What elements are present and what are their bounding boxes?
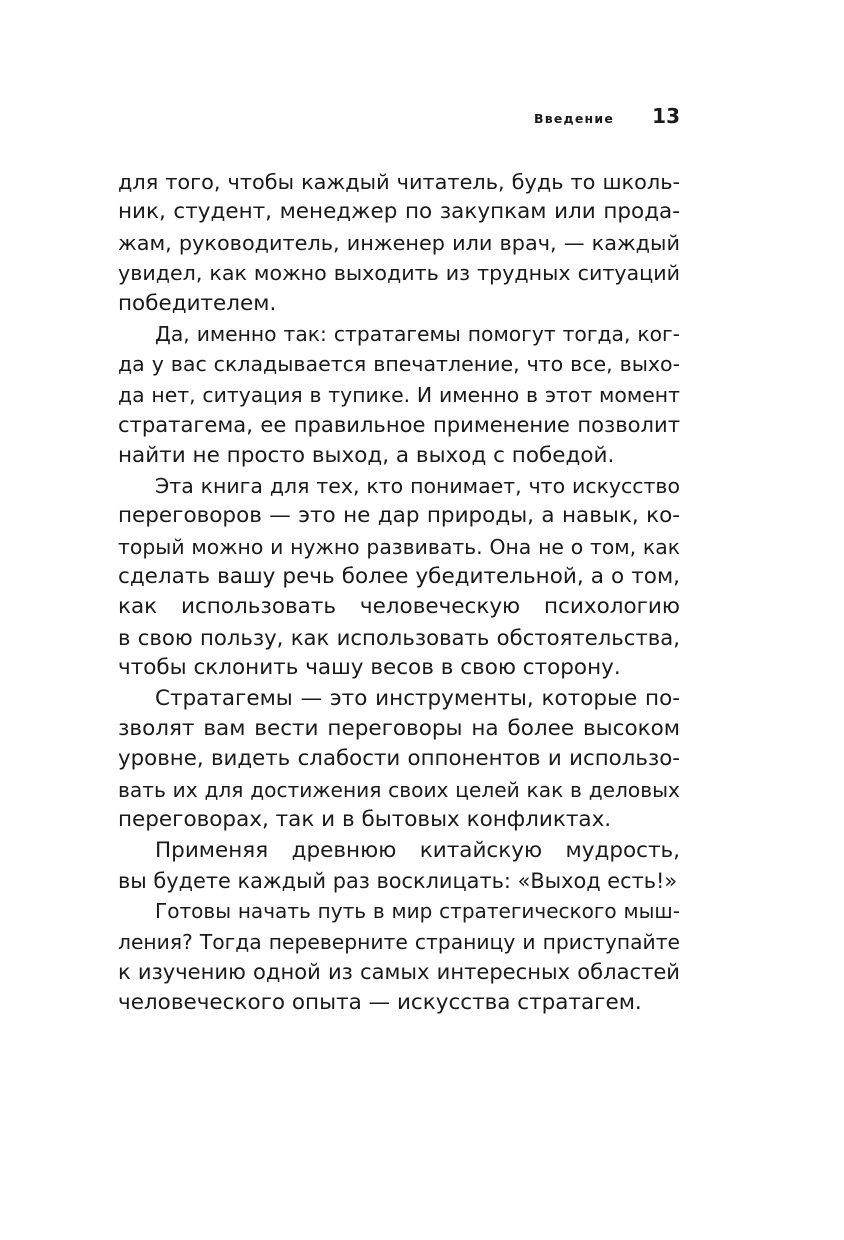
text-line: переговорах, так и в бытовых конфликтах. [118,807,612,833]
body-text [118,167,680,1018]
text-line: вать их для достижения своих целей как в деловых [118,777,680,802]
text-line: найти не просто выход, а выход с победой. [118,442,615,468]
paragraph [118,319,680,471]
text-line: Да, именно так: стратагемы помогут тогда, ког- [155,321,680,346]
text-line: ления? Тогда переверните страницу и приступайте [118,929,680,954]
paragraph [118,471,680,684]
text-line: да у вас складывается впечатление, что все, выхо- [118,352,680,377]
text-line: чтобы склонить чашу весов в свою сторону. [118,655,621,681]
text-line: человеческого опыта — искусства стратагем. [118,989,642,1015]
text-line: вы будете каждый раз восклицать: «Выход есть!» [118,868,678,893]
text-line: к изучению одной из самых интересных областей [118,959,680,985]
text-line: победителем. [118,290,277,316]
text-line: сделать вашу речь более убедительной, а о том, [118,564,680,590]
paragraph [118,896,680,1018]
text-line: переговоров — это не дар природы, а навык, ко- [118,503,680,529]
running-header [118,104,680,132]
paragraph [118,836,680,897]
text-line: Эта книга для тех, кто понимает, что искусство [155,473,680,498]
text-line: уровне, видеть слабости оппонентов и использо- [118,746,680,772]
text-line: жам, руководитель, инженер или врач, — каждый [118,230,680,255]
text-line: зволят вам вести переговоры на более высоком [118,716,680,742]
text-line: в свою пользу, как использовать обстоятельства, [118,624,680,650]
paragraph [118,167,680,319]
text-line: увидел, как можно выходить из трудных ситуаций [118,261,680,286]
text-line: торый можно и нужно развивать. Она не о том, как [118,534,680,559]
text-line: Готовы начать путь в мир стратегического мыш- [155,899,680,924]
text-line: Применяя древнюю китайскую мудрость, [155,837,680,863]
text-line: как использовать человеческую психологию [118,594,680,620]
text-line: Стратагемы — это инструменты, которые по- [155,685,680,711]
text-line: ник, студент, менеджер по закупкам или прода- [118,199,680,225]
text-line: стратагема, ее правильное применение позволит [118,412,680,438]
text-line: для того, чтобы каждый читатель, будь то школь- [118,170,680,194]
text-line: да нет, ситуация в тупике. И именно в этот момент [118,382,680,407]
page-number: 13 [652,104,680,128]
paragraph [118,684,680,836]
section-title: Введение [534,111,614,126]
